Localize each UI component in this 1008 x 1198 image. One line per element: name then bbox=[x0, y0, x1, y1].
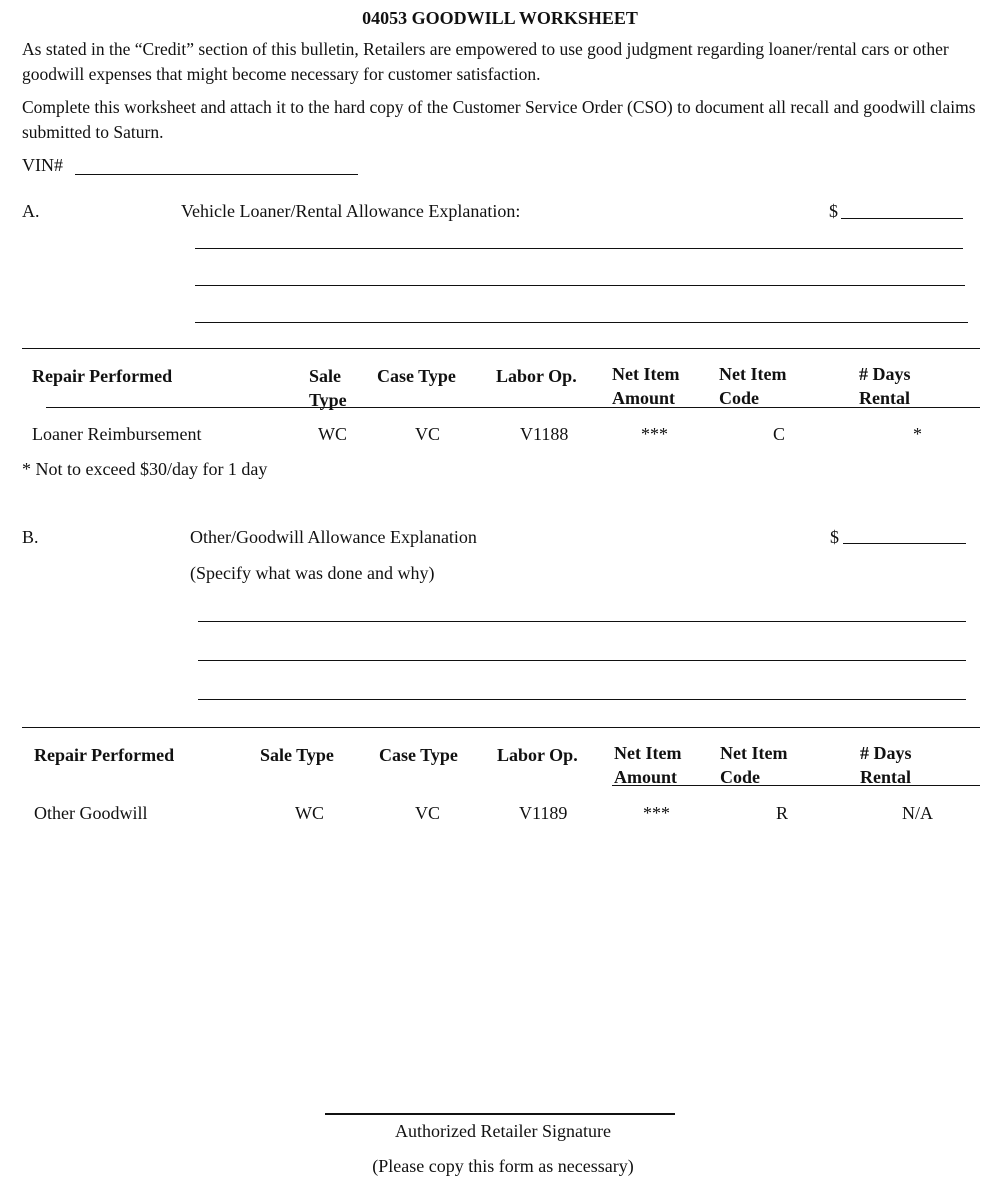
col-days-rental-header bbox=[859, 362, 911, 410]
section-b-currency: $ bbox=[830, 527, 839, 547]
row-a-labor-op: V1188 bbox=[520, 424, 569, 444]
row-a-code: C bbox=[773, 424, 786, 444]
col-b-net-item-code-header-line-1: Net Item bbox=[720, 743, 788, 763]
col-labor-op-header: Labor Op. bbox=[496, 366, 577, 386]
col-b-net-item-code-header bbox=[720, 741, 787, 789]
col-net-item-code-header-line-2: Code bbox=[719, 388, 759, 408]
col-repair-performed-header: Repair Performed bbox=[32, 366, 173, 386]
section-b-sublabel: (Specify what was done and why) bbox=[190, 563, 435, 583]
section-b-letter: B. bbox=[22, 527, 39, 547]
row-b-repair: Other Goodwill bbox=[34, 803, 148, 823]
section-b-header-underline bbox=[612, 785, 980, 786]
col-net-item-amount-header-line-2: Amount bbox=[612, 388, 676, 408]
section-a-label: Vehicle Loaner/Rental Allowance Explanation: bbox=[181, 201, 521, 221]
instruction-paragraph: Complete this worksheet and attach it to the hard copy of the Customer Service Order (CSO) to document all recall and goodwill claims submitted to Saturn. bbox=[22, 97, 976, 142]
section-a-header-underline bbox=[46, 407, 980, 408]
section-b-explanation-line-1[interactable] bbox=[198, 621, 966, 622]
col-b-days-rental-header bbox=[860, 741, 912, 789]
row-a-case-type: VC bbox=[415, 424, 441, 444]
section-b-amount-line[interactable] bbox=[843, 543, 966, 544]
col-b-sale-type-header: Sale Type bbox=[260, 745, 334, 765]
form-title: 04053 GOODWILL WORKSHEET bbox=[362, 8, 638, 28]
col-b-net-item-amount-header bbox=[614, 741, 681, 789]
row-b-labor-op: V1189 bbox=[519, 803, 568, 823]
row-b-case-type: VC bbox=[415, 803, 441, 823]
section-a-divider bbox=[22, 348, 980, 349]
section-a-amount-line[interactable] bbox=[841, 218, 963, 219]
row-b-sale-type: WC bbox=[295, 803, 324, 823]
col-b-case-type-header: Case Type bbox=[379, 745, 458, 765]
section-a-currency: $ bbox=[829, 201, 838, 221]
col-sale-type-header-line-2: Type bbox=[309, 390, 347, 410]
section-b-divider bbox=[22, 727, 980, 728]
signature-line[interactable] bbox=[325, 1113, 675, 1115]
col-days-rental-header-line-2: Rental bbox=[859, 388, 910, 408]
section-b-label: Other/Goodwill Allowance Explanation bbox=[190, 527, 477, 547]
section-b-explanation-line-2[interactable] bbox=[198, 660, 966, 661]
section-a-letter: A. bbox=[22, 201, 40, 221]
col-b-net-item-code-header-line-2: Code bbox=[720, 767, 760, 787]
section-a-explanation-line-3[interactable] bbox=[195, 322, 968, 323]
section-a-footnote: * Not to exceed $30/day for 1 day bbox=[22, 459, 268, 479]
row-a-sale-type: WC bbox=[318, 424, 347, 444]
signature-label: Authorized Retailer Signature bbox=[395, 1121, 611, 1141]
col-sale-type-header bbox=[309, 364, 347, 412]
col-net-item-code-header bbox=[719, 362, 786, 410]
row-b-amount: *** bbox=[643, 803, 670, 823]
vin-input-line[interactable] bbox=[75, 174, 358, 175]
col-b-repair-performed-header: Repair Performed bbox=[34, 745, 175, 765]
col-sale-type-header-line-1: Sale bbox=[309, 366, 342, 386]
col-b-days-rental-header-line-1: # Days bbox=[860, 743, 912, 763]
row-b-code: R bbox=[776, 803, 789, 823]
row-a-repair: Loaner Reimbursement bbox=[32, 424, 202, 444]
col-b-net-item-amount-header-line-2: Amount bbox=[614, 767, 678, 787]
vin-label: VIN# bbox=[22, 155, 63, 175]
section-a-explanation-line-1[interactable] bbox=[195, 248, 963, 249]
section-a-explanation-line-2[interactable] bbox=[195, 285, 965, 286]
col-b-labor-op-header: Labor Op. bbox=[497, 745, 578, 765]
row-b-days: N/A bbox=[902, 803, 933, 823]
col-days-rental-header-line-1: # Days bbox=[859, 364, 911, 384]
col-net-item-amount-header-line-1: Net Item bbox=[612, 364, 680, 384]
row-a-days: * bbox=[913, 424, 922, 444]
col-b-net-item-amount-header-line-1: Net Item bbox=[614, 743, 682, 763]
col-case-type-header: Case Type bbox=[377, 366, 456, 386]
intro-paragraph: As stated in the “Credit” section of this bulletin, Retailers are empowered to use good judgment regarding loaner/rental cars or other goodwill expenses that might become necessary for customer satisfaction. bbox=[22, 39, 949, 84]
col-net-item-amount-header bbox=[612, 362, 679, 410]
col-b-days-rental-header-line-2: Rental bbox=[860, 767, 911, 787]
copy-note: (Please copy this form as necessary) bbox=[372, 1156, 634, 1176]
section-b-explanation-line-3[interactable] bbox=[198, 699, 966, 700]
row-a-amount: *** bbox=[641, 424, 668, 444]
col-net-item-code-header-line-1: Net Item bbox=[719, 364, 787, 384]
